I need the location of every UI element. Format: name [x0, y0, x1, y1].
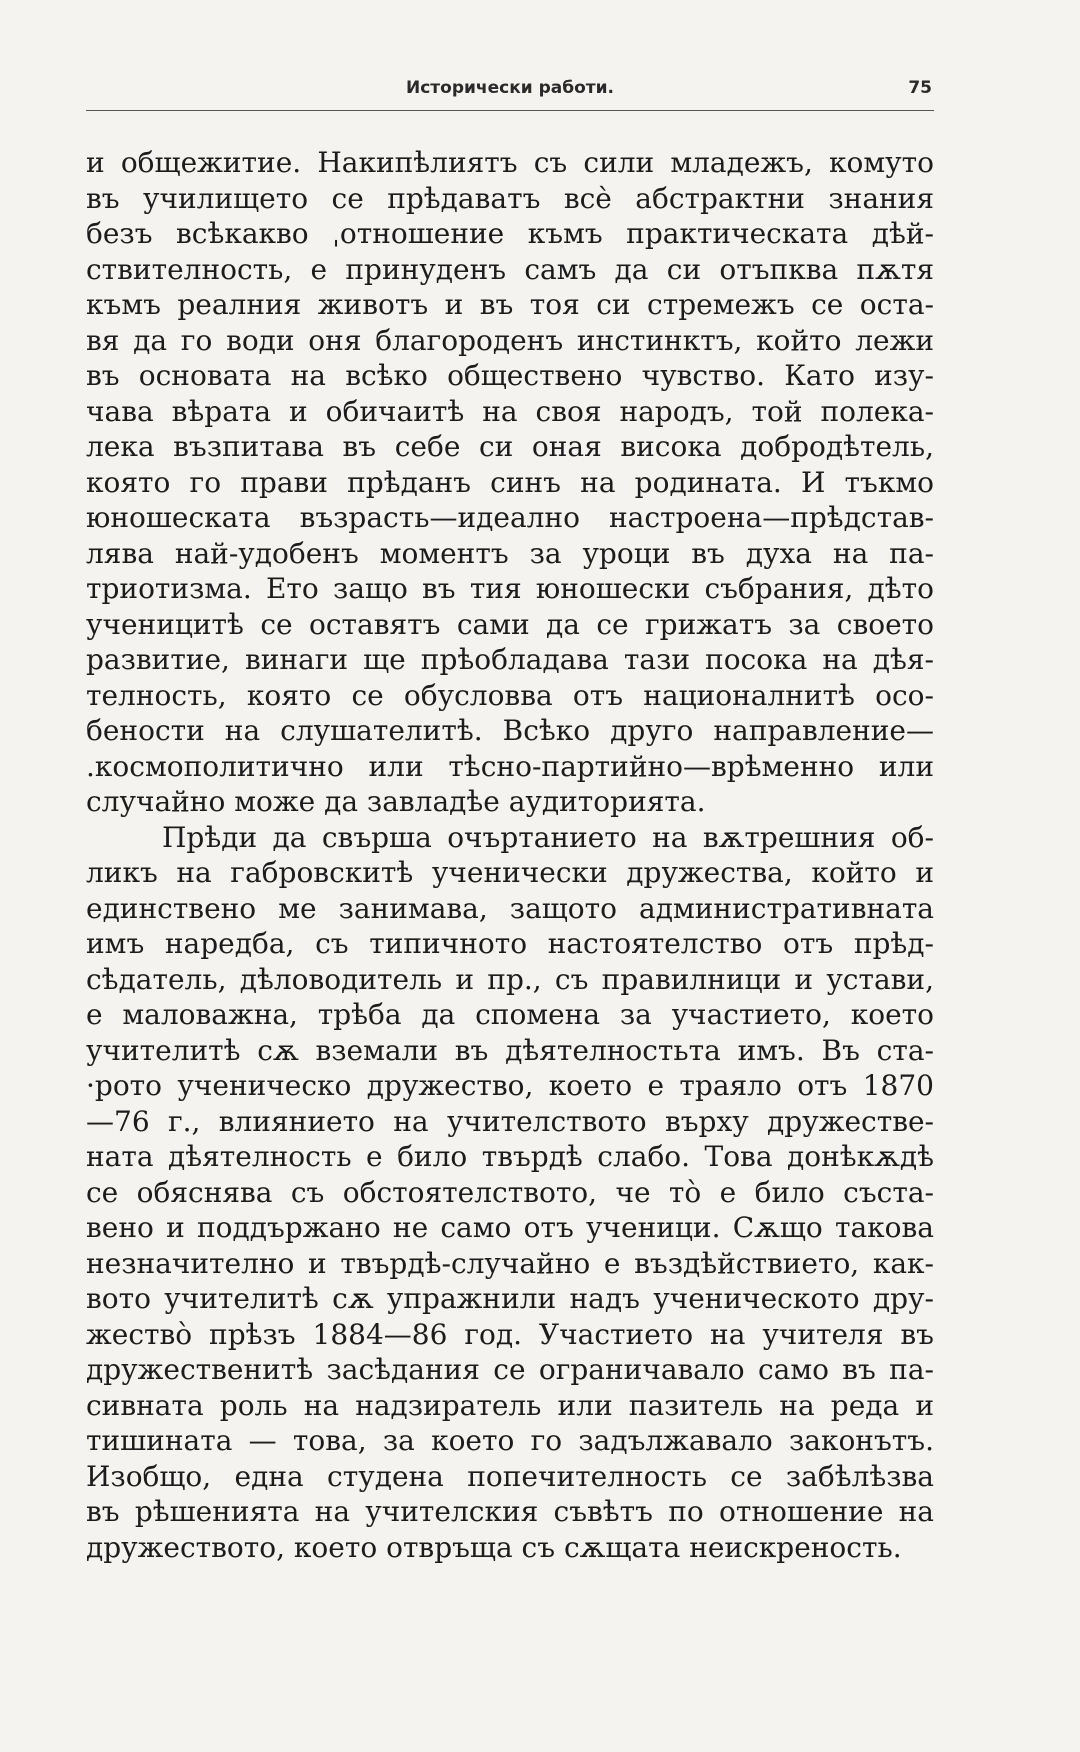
text-line: бености на слушателитѣ. Всѣко друго направление— [86, 714, 934, 747]
text-line: ната дѣятелность е било твърдѣ слабо. Това донѣкѫдѣ [86, 1140, 934, 1173]
text-line: незначително и твърдѣ-случайно е въздѣйствието, как- [86, 1246, 934, 1280]
text-line: развитие, винаги ще прѣобладава тази посока на дѣя- [86, 643, 934, 676]
text-line: въ училището се прѣдаватъ всѐ абстрактни знания [86, 181, 934, 215]
text-line: .космополитично или тѣсно-партийно—врѣменно или [86, 749, 934, 783]
text-line: лека възпитава въ себе си оная висока добродѣтель, [86, 430, 934, 463]
text-line: въ основата на всѣко обществено чувство. Като изу- [86, 359, 934, 392]
text-line: —76 г., влиянието на учителството върху дружестве- [86, 1104, 934, 1138]
text-line: къмъ реалния животъ и въ тоя си стремежъ се оста- [86, 288, 934, 321]
text-line: Прѣди да свърша очъртанието на вѫтрешния об- [162, 820, 934, 854]
text-line: ликъ на габровскитѣ ученически дружества, който и [86, 856, 934, 889]
text-line: жество̀ прѣзъ 1884—86 год. Участието на учителя въ [86, 1317, 934, 1351]
text-line: дружеството, което отвръща съ сѫщата неискреность. [86, 1530, 902, 1564]
text-line: телность, която се обусловва отъ националнитѣ осо- [86, 678, 934, 712]
paragraph [86, 820, 934, 1566]
text-line: учителитѣ сѫ вземали въ дѣятелностьта имъ. Въ ста- [86, 1033, 934, 1067]
text-line: тишината — това, за което го задължавало законътъ. [86, 1424, 934, 1457]
text-line: ·рото ученическо дружество, което е траяло отъ 1870 [86, 1069, 934, 1102]
text-line: лява най-удобенъ моментъ за уроци въ духа на па- [86, 536, 934, 570]
text-line: чава вѣрата и обичаитѣ на своя народъ, той полека- [86, 394, 934, 428]
text-line: въ рѣшенията на учителския съвѣтъ по отношение на [86, 1495, 934, 1528]
text-line: безъ всѣкакво ˌотношение къмъ практическата дѣй- [86, 217, 934, 250]
text-line: юношеската възрасть—идеално настроена—прѣдстав- [86, 501, 934, 534]
text-line: единствено ме занимава, защото административната [86, 891, 934, 925]
text-line: вено и поддържано не само отъ ученици. Сѫщо такова [86, 1211, 934, 1244]
text-line: триотизма. Ето защо въ тия юношески събрания, дѣто [86, 572, 934, 605]
text-line: ученицитѣ се оставятъ сами да се грижатъ за своето [86, 607, 934, 641]
running-head [86, 72, 934, 106]
running-title: Исторически работи. [406, 78, 614, 98]
text-line: случайно може да завладѣе аудиторията. [86, 785, 706, 818]
text-line: дружественитѣ засѣдания се ограничавало само въ па- [86, 1353, 934, 1386]
text-line: сивната роль на надзиратель или пазитель на реда и [86, 1388, 934, 1422]
text-line: е маловажна, трѣба да спомена за участието, което [86, 998, 934, 1031]
text-line: вя да го води оня благороденъ инстинктъ, който лежи [86, 323, 934, 357]
page-number: 75 [908, 78, 932, 98]
text-line: която го прави прѣданъ синъ на родината. И тъкмо [86, 465, 934, 499]
paragraph [86, 145, 934, 820]
header-rule [86, 110, 934, 111]
text-line: се обяснява съ обстоятелството, че то̀ е било съста- [86, 1175, 934, 1209]
text-line: вото учителитѣ сѫ упражнили надъ ученическото дру- [86, 1282, 934, 1315]
text-line: Изобщо, една студена попечителность се забѣлѣзва [86, 1459, 934, 1493]
text-line: сѣдатель, дѣловодитель и пр., съ правилници и устави, [86, 962, 934, 996]
text-line: и общежитие. Накипѣлиятъ съ сили младежъ, комуто [86, 146, 934, 179]
text-line: имъ наредба, съ типичното настоятелство отъ прѣд- [86, 927, 934, 960]
text-line: ствителность, е принуденъ самъ да си отъпква пѫтя [86, 252, 934, 286]
body-text [86, 145, 934, 1565]
